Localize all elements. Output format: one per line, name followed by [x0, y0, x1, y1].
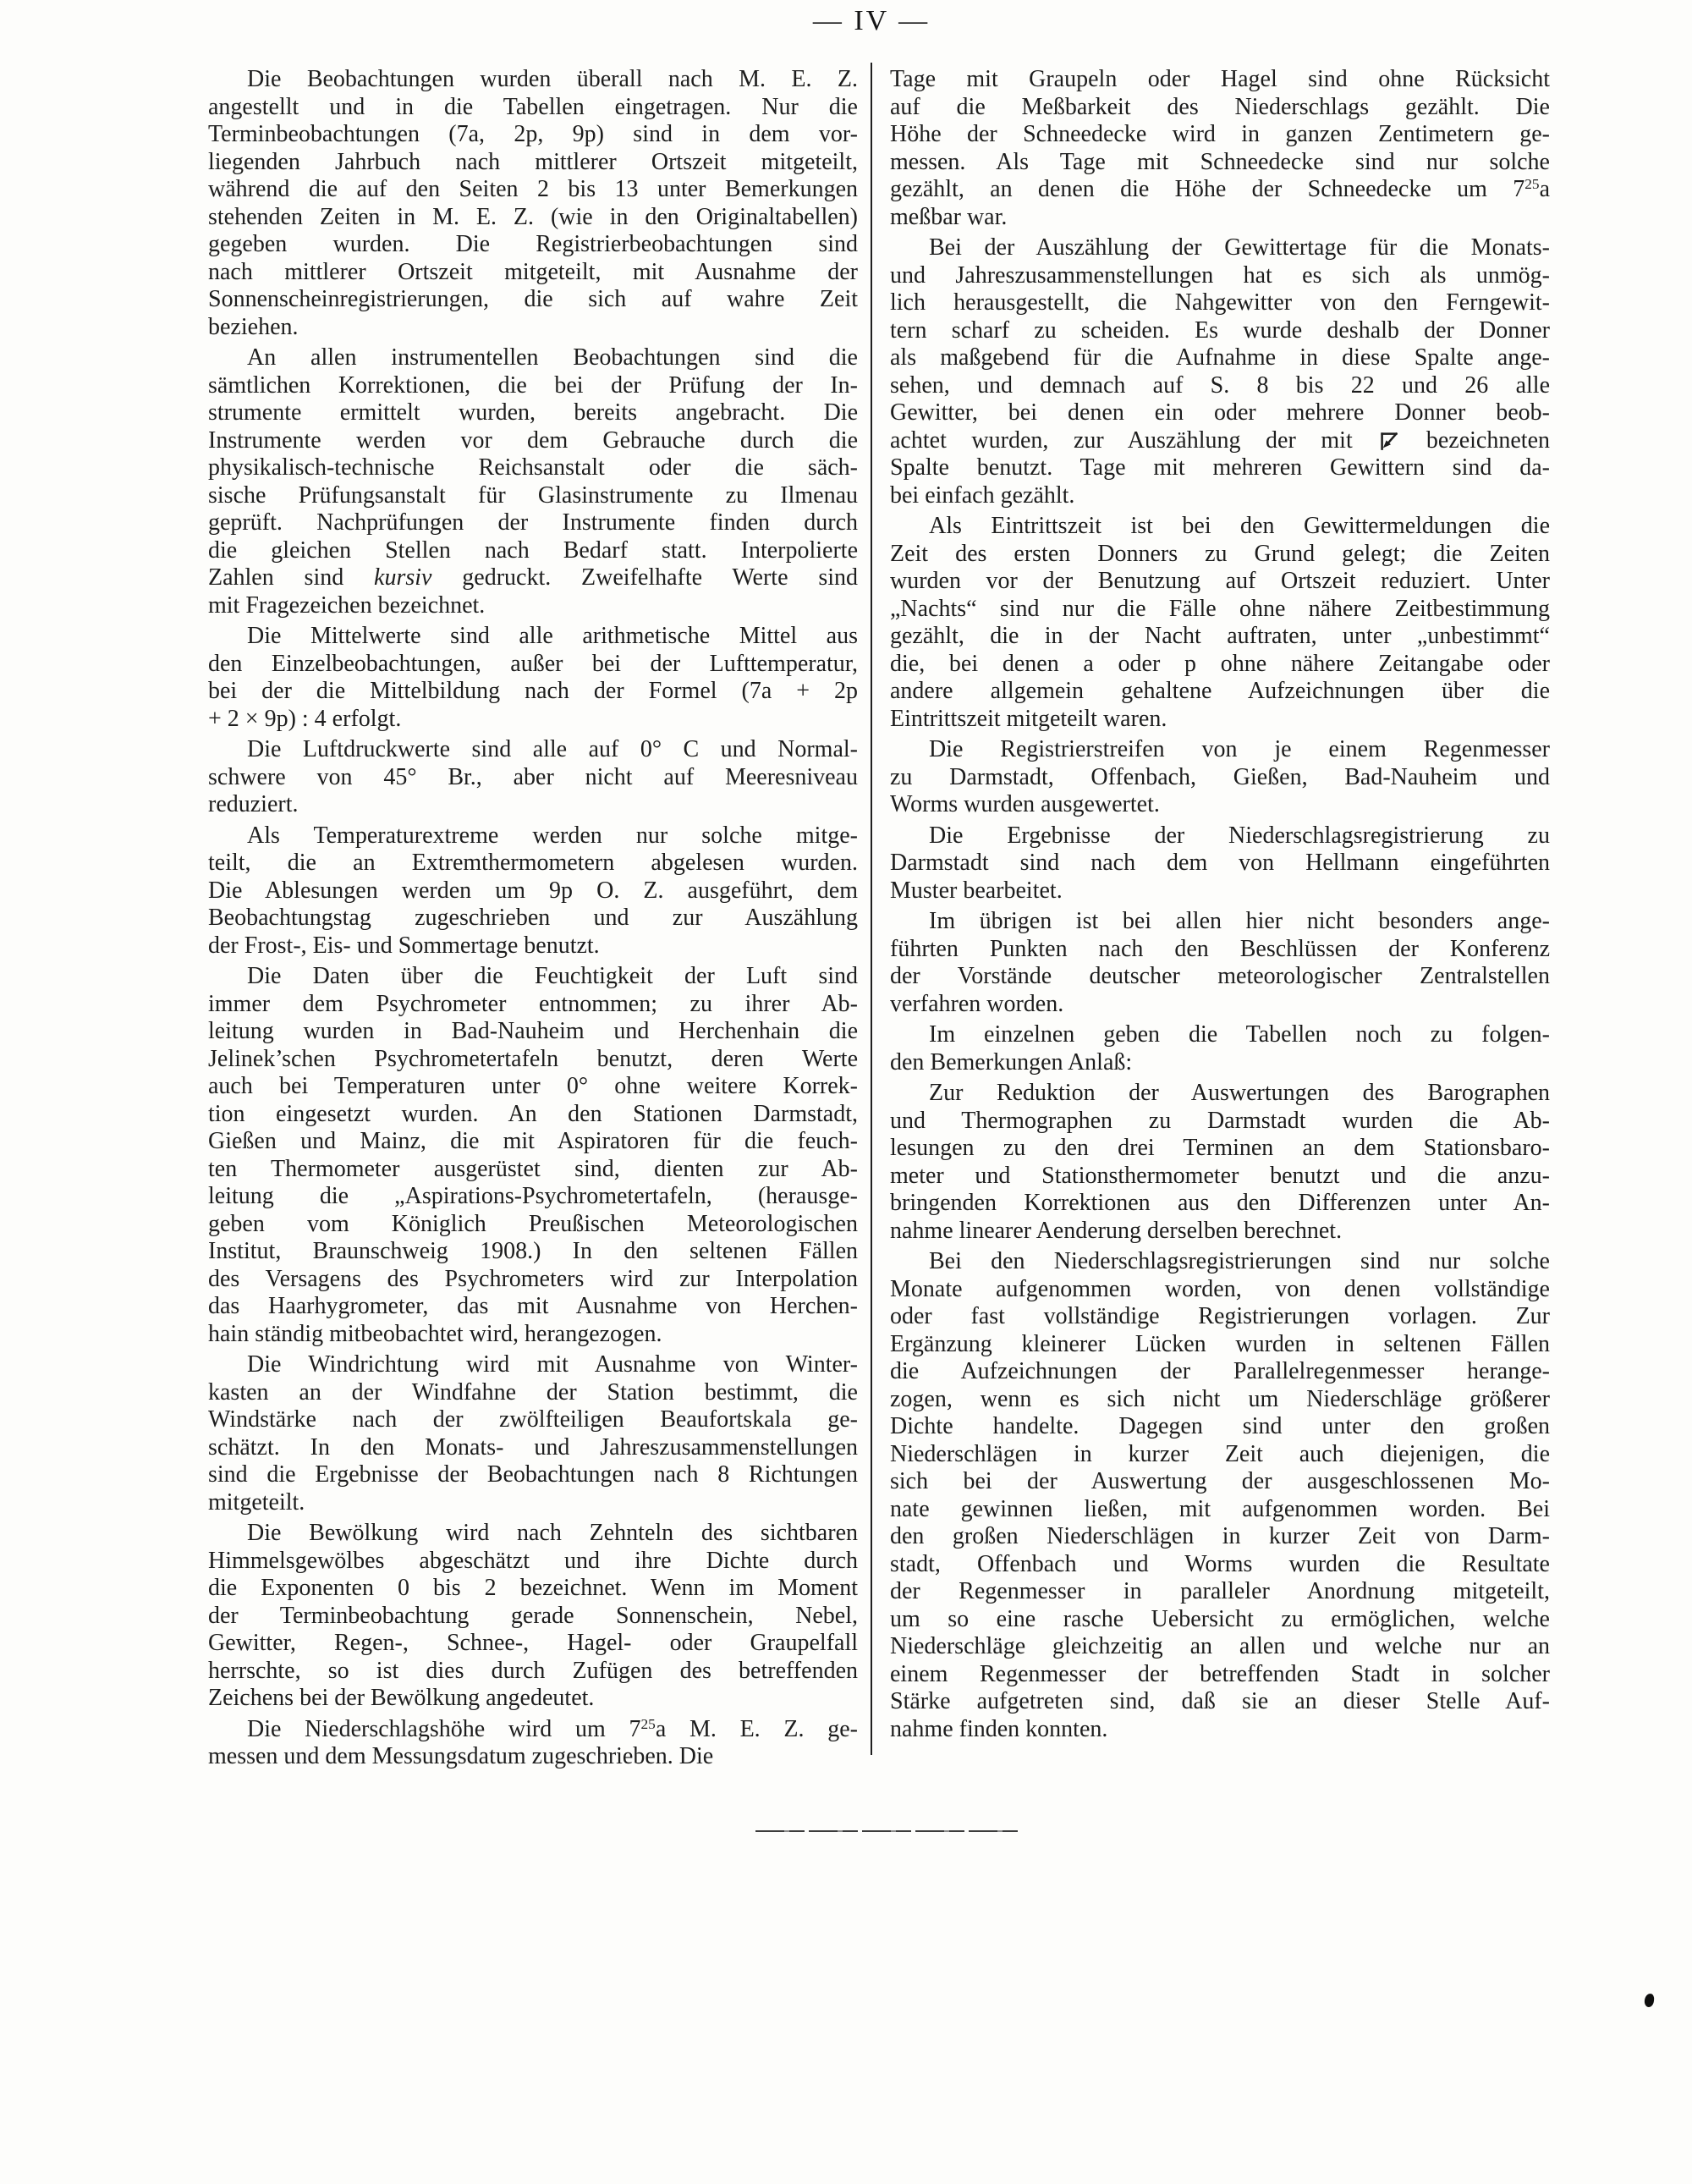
- text-line: Die Windrichtung wird mit Ausnahme von Winter-: [247, 1351, 858, 1378]
- thunderstorm-icon: [1379, 431, 1399, 451]
- text-line: angestellt und in die Tabellen eingetragen. Nur die: [208, 93, 858, 120]
- text-line: verfahren worden.: [890, 990, 1064, 1017]
- text-line: „Nachts“ sind nur die Fälle ohne nähere Zeitbestimmung: [890, 595, 1550, 622]
- text-line: Die Bewölkung wird nach Zehnteln des sichtbaren: [247, 1520, 858, 1546]
- text-line: der Frost-, Eis- und Sommertage benutzt.: [208, 932, 600, 959]
- text-line: schwere von 45° Br., aber nicht auf Meeresniveau: [208, 763, 858, 790]
- text-line: Worms wurden ausgewertet.: [890, 791, 1160, 817]
- text-line: nach mittlerer Ortszeit mitgeteilt, mit Ausnahme der: [208, 258, 858, 285]
- text-line: die Exponenten 0 bis 2 bezeichnet. Wenn im Moment: [208, 1575, 858, 1601]
- text-line: Die Ergebnisse der Niederschlagsregistrierung zu: [929, 822, 1550, 849]
- paragraph: [208, 736, 858, 819]
- text-line: Bei der Auszählung der Gewittertage für die Monats-: [929, 234, 1550, 261]
- ink-blot: [1644, 1993, 1655, 2007]
- text-line: tern scharf zu scheiden. Es wurde deshalb der Donner: [890, 316, 1550, 344]
- text-line: der Vorstände deutscher meteorologischer Zentralstellen: [890, 963, 1550, 989]
- text-line: sämtlichen Korrektionen, die bei der Prüfung der In-: [208, 371, 858, 399]
- text-line: An allen instrumentellen Beobachtungen sind die: [247, 344, 858, 371]
- text-line: nahme finden konnten.: [890, 1715, 1108, 1742]
- text-line: sische Prüfungsanstalt für Glasinstrumente zu Ilmenau: [208, 481, 858, 509]
- text-line: Die Beobachtungen wurden überall nach M. E. Z.: [247, 66, 858, 92]
- text-line: mit Fragezeichen bezeichnet.: [208, 591, 486, 619]
- text-line: Zur Reduktion der Auswertungen des Barographen: [929, 1080, 1550, 1106]
- text-line: Monate aufgenommen worden, von denen vollständige: [890, 1275, 1550, 1302]
- text-line: geben vom Königlich Preußischen Meteorologischen: [208, 1210, 858, 1237]
- text-line: Instrumente werden vor dem Gebrauche durch die: [208, 426, 858, 454]
- paragraph: [208, 344, 858, 619]
- text-line: den Einzelbeobachtungen, außer bei der Lufttemperatur,: [208, 650, 858, 677]
- paragraph: [890, 1080, 1550, 1245]
- text-line: Niederschläge gleichzeitig an allen und welche nur an: [890, 1633, 1550, 1659]
- text-line: lich herausgestellt, die Nahgewitter von den Ferngewit-: [890, 289, 1550, 316]
- page-number: — IV —: [812, 5, 931, 36]
- text-line: Höhe der Schneedecke wird in ganzen Zentimetern ge-: [890, 121, 1550, 147]
- text-line: Niederschlägen in kurzer Zeit auch diejenigen, die: [890, 1440, 1550, 1467]
- paragraph: [890, 736, 1550, 819]
- footer-divider-rule: [755, 1830, 1019, 1832]
- text-column-right: [890, 66, 1550, 1743]
- text-line: des Versagens des Psychrometers wird zur Interpolation: [208, 1265, 858, 1292]
- text-line: Muster bearbeitet.: [890, 877, 1063, 904]
- text-line: und Jahreszusammenstellungen hat es sich als unmög-: [890, 261, 1550, 289]
- text-line: beziehen.: [208, 313, 299, 340]
- text-line: Die Luftdruckwerte sind alle auf 0° C und Normal-: [247, 736, 858, 762]
- text-line: meter und Stationsthermometer benutzt und die anzu-: [890, 1162, 1550, 1189]
- text-line: Beobachtungstag zugeschrieben und zur Auszählung: [208, 905, 858, 931]
- paragraph: [208, 963, 858, 1348]
- text-line: zogen, wenn es sich nicht um Niederschläge größerer: [890, 1385, 1550, 1412]
- text-line: tion eingesetzt wurden. An den Stationen Darmstadt,: [208, 1100, 858, 1127]
- text-line: leitung wurden in Bad-Nauheim und Herchenhain die: [208, 1018, 858, 1044]
- paragraph: [890, 513, 1550, 733]
- text-line: Im einzelnen geben die Tabellen noch zu folgen-: [929, 1021, 1550, 1048]
- paragraph: [208, 1351, 858, 1516]
- text-line: um so eine rasche Uebersicht zu ermöglichen, welche: [890, 1605, 1550, 1632]
- paragraph: [208, 1520, 858, 1713]
- text-line: einem Regenmesser der betreffenden Stadt in solcher: [890, 1660, 1550, 1687]
- text-line: Ergänzung kleinerer Lücken wurden in seltenen Fällen: [890, 1330, 1550, 1357]
- text-line: Stärke aufgetreten sind, daß sie an dieser Stelle Auf-: [890, 1688, 1550, 1714]
- text-line: Windstärke nach der zwölfteiligen Beaufortskala ge-: [208, 1406, 858, 1433]
- text-line: leitung die „Aspirations-Psychrometertafeln, (herausge-: [208, 1183, 858, 1209]
- text-line: Gießen und Mainz, die mit Aspiratoren für die feuch-: [208, 1128, 858, 1154]
- text-line: immer dem Psychrometer entnommen; zu ihrer Ab-: [208, 990, 858, 1017]
- text-line: hain ständig mitbeobachtet wird, herangezogen.: [208, 1320, 662, 1347]
- paragraph: [890, 234, 1550, 509]
- text-line: Dichte handelte. Dagegen sind unter den großen: [890, 1413, 1550, 1439]
- text-line: Zeichens bei der Bewölkung angedeutet.: [208, 1685, 595, 1711]
- text-line: stadt, Offenbach und Worms wurden die Resultate: [890, 1550, 1550, 1577]
- text-line: den großen Niederschlägen in kurzer Zeit von Darm-: [890, 1523, 1550, 1549]
- text-line: die gleichen Stellen nach Bedarf statt. Interpolierte: [208, 536, 858, 564]
- text-line: Die Ablesungen werden um 9p O. Z. ausgeführt, dem: [208, 877, 858, 904]
- text-line: mitgeteilt.: [208, 1488, 305, 1516]
- text-line: gezählt, an denen die Höhe der Schneedecke um $7^{25}a$: [890, 176, 1550, 202]
- text-line: sehen, und demnach auf S. 8 bis 22 und 26 alle: [890, 371, 1550, 399]
- text-line: Gewitter, Regen-, Schnee-, Hagel- oder Graupelfall: [208, 1630, 858, 1656]
- paragraph: [208, 1716, 858, 1771]
- text-line: Terminbeobachtungen (7a, 2p, 9p) sind in dem vor-: [208, 121, 858, 147]
- text-line: Als Temperaturextreme werden nur solche mitge-: [247, 822, 858, 849]
- text-line: schätzt. In den Monats- und Jahreszusammenstellungen: [208, 1433, 858, 1461]
- text-line: physikalisch-technische Reichsanstalt oder die säch-: [208, 454, 858, 481]
- paragraph: [208, 822, 858, 960]
- paragraph: [890, 1021, 1550, 1076]
- text-line: teilt, die an Extremthermometern abgelesen wurden.: [208, 850, 858, 876]
- text-line: sich bei der Auswertung der ausgeschlossenen Mo-: [890, 1468, 1550, 1494]
- text-line: bringenden Korrektionen aus den Differenzen unter An-: [890, 1190, 1550, 1216]
- text-line: strumente ermittelt wurden, bereits angebracht. Die: [208, 399, 858, 426]
- text-line: zu Darmstadt, Offenbach, Gießen, Bad-Nauheim und: [890, 763, 1550, 790]
- text-line: geprüft. Nachprüfungen der Instrumente finden durch: [208, 509, 858, 536]
- paragraph: [890, 66, 1550, 231]
- text-line: Tage mit Graupeln oder Hagel sind ohne Rücksicht: [890, 66, 1550, 92]
- text-line: das Haarhygrometer, das mit Ausnahme von Herchen-: [208, 1293, 858, 1319]
- text-line: bei der die Mittelbildung nach der Formel (7a + 2p: [208, 678, 858, 704]
- text-line: reduziert.: [208, 791, 299, 817]
- text-line: Die Mittelwerte sind alle arithmetische Mittel aus: [247, 623, 858, 649]
- text-line: als maßgebend für die Aufnahme in diese Spalte ange-: [890, 344, 1550, 371]
- text-line: Die Niederschlagshöhe wird um $7^{25}a$ M. E. Z. ge-: [247, 1715, 858, 1742]
- text-line: der Terminbeobachtung gerade Sonnenschein, Nebel,: [208, 1602, 858, 1629]
- text-line: Jelinek’schen Psychrometertafeln benutzt, deren Werte: [208, 1045, 858, 1072]
- text-line: gegeben wurden. Die Registrierbeobachtungen sind: [208, 231, 858, 257]
- text-line: herrschte, so ist dies durch Zufügen des betreffenden: [208, 1657, 858, 1684]
- text-line: Eintrittszeit mitgeteilt waren.: [890, 705, 1167, 732]
- text-line: liegenden Jahrbuch nach mittlerer Ortszeit mitgeteilt,: [208, 148, 858, 175]
- text-line: wurden vor der Benutzung auf Ortszeit reduziert. Unter: [890, 568, 1550, 594]
- text-line: Institut, Braunschweig 1908.) In den seltenen Fällen: [208, 1238, 858, 1264]
- text-line: + 2 × 9p) : 4 erfolgt.: [208, 705, 402, 732]
- text-line: sind die Ergebnisse der Beobachtungen nach 8 Richtungen: [208, 1461, 858, 1488]
- text-line: meßbar war.: [890, 203, 1008, 230]
- text-line: achtet wurden, zur Auszählung der mit bezeichneten: [890, 426, 1550, 454]
- text-line: Gewitter, bei denen ein oder mehrere Donner beob-: [890, 399, 1550, 426]
- text-line: oder fast vollständige Registrierungen vorlagen. Zur: [890, 1303, 1550, 1329]
- text-line: Zeit des ersten Donners zu Grund gelegt; die Zeiten: [890, 540, 1550, 567]
- text-line: Himmelsgewölbes abgeschätzt und ihre Dichte durch: [208, 1547, 858, 1574]
- text-line: bei einfach gezählt.: [890, 481, 1075, 509]
- paragraph: [890, 822, 1550, 905]
- text-line: auf die Meßbarkeit des Niederschlags gezählt. Die: [890, 93, 1550, 120]
- text-line: Als Eintrittszeit ist bei den Gewittermeldungen die: [929, 513, 1550, 539]
- text-line: nate gewinnen ließen, mit aufgenommen worden. Bei: [890, 1495, 1550, 1522]
- column-divider-rule: [871, 63, 872, 1755]
- text-line: Sonnenscheinregistrierungen, die sich auf wahre Zeit: [208, 286, 858, 312]
- text-line: gezählt, die in der Nacht auftraten, unter „unbestimmt“: [890, 623, 1550, 649]
- paragraph: [208, 623, 858, 733]
- text-line: führten Punkten nach den Beschlüssen der Konferenz: [890, 935, 1550, 962]
- text-line: messen und dem Messungsdatum zugeschrieben. Die: [208, 1743, 714, 1769]
- paragraph: [890, 908, 1550, 1018]
- text-line: Die Registrierstreifen von je einem Regenmesser: [929, 736, 1550, 762]
- text-line: Darmstadt sind nach dem von Hellmann eingeführten: [890, 850, 1550, 876]
- text-line: Zahlen sind kursiv gedruckt. Zweifelhafte Werte sind: [208, 564, 858, 591]
- text-column-left: [208, 66, 858, 1771]
- text-line: die, bei denen a oder p ohne nähere Zeitangabe oder: [890, 650, 1550, 677]
- text-line: kasten an der Windfahne der Station bestimmt, die: [208, 1378, 858, 1406]
- text-line: stehenden Zeiten in M. E. Z. (wie in den Originaltabellen): [208, 203, 858, 230]
- text-line: Die Daten über die Feuchtigkeit der Luft sind: [247, 963, 858, 989]
- text-line: lesungen zu den drei Terminen an dem Stationsbaro-: [890, 1135, 1550, 1161]
- text-line: und Thermographen zu Darmstadt wurden die Ab-: [890, 1107, 1550, 1134]
- text-line: Im übrigen ist bei allen hier nicht besonders ange-: [929, 908, 1550, 934]
- text-line: Bei den Niederschlagsregistrierungen sind nur solche: [929, 1248, 1550, 1274]
- text-line: den Bemerkungen Anlaß:: [890, 1048, 1133, 1075]
- text-line: nahme linearer Aenderung derselben berechnet.: [890, 1217, 1343, 1244]
- text-line: Spalte benutzt. Tage mit mehreren Gewittern sind da-: [890, 454, 1550, 481]
- text-line: während die auf den Seiten 2 bis 13 unter Bemerkungen: [208, 176, 858, 202]
- paragraph: [208, 66, 858, 341]
- text-line: messen. Als Tage mit Schneedecke sind nur solche: [890, 148, 1550, 175]
- text-line: andere allgemein gehaltene Aufzeichnungen über die: [890, 678, 1550, 704]
- paragraph: [890, 1248, 1550, 1743]
- text-line: auch bei Temperaturen unter 0° ohne weitere Korrek-: [208, 1073, 858, 1099]
- text-line: der Regenmesser in paralleler Anordnung mitgeteilt,: [890, 1578, 1550, 1604]
- text-line: die Aufzeichnungen der Parallelregenmesser herange-: [890, 1358, 1550, 1384]
- text-line: ten Thermometer ausgerüstet sind, dienten zur Ab-: [208, 1155, 858, 1182]
